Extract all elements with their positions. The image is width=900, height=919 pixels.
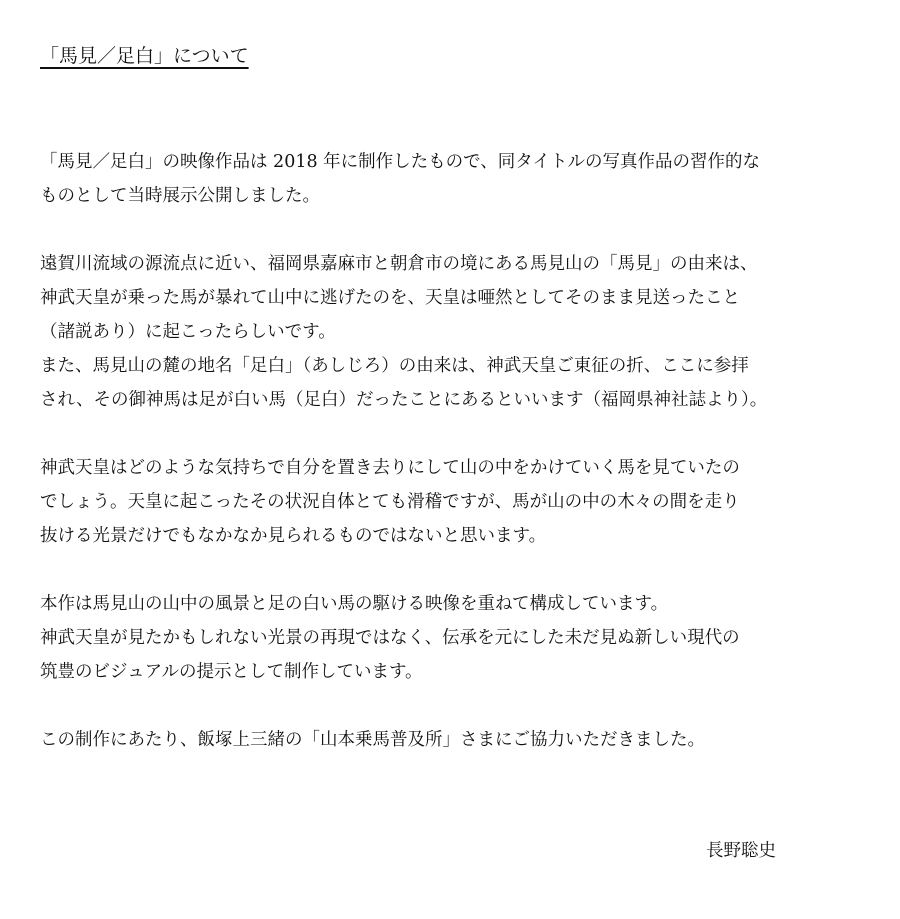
author-signature: 長野聡史 [706, 841, 776, 861]
document-title: 「馬見／足白」について [40, 45, 249, 67]
paragraph-reflection [40, 451, 862, 553]
text-line: 抜ける光景だけでもなかなか見られるものではないと思います。 [40, 526, 547, 546]
text-line: 本作は馬見山の山中の風景と足の白い馬の駆ける映像を重ねて構成しています。 [40, 594, 669, 614]
text-line: また、馬見山の麓の地名「足白」（あしじろ）の由来は、神武天皇ご東征の折、ここに参拝 [40, 356, 749, 376]
text-line: 神武天皇が見たかもしれない光景の再現ではなく、伝承を元にした未だ見ぬ新しい現代の [40, 628, 740, 648]
paragraph-acknowledgement [40, 723, 862, 757]
paragraph-origin [40, 247, 862, 417]
text-line: 「馬見／足白」の映像作品は 2018 年に制作したもので、同タイトルの写真作品の習作的な [40, 152, 760, 172]
paragraph-intro [40, 145, 862, 213]
document-body [40, 145, 862, 791]
text-line: され、その御神馬は足が白い馬（足白）だったことにあるといいます（福岡県神社誌より）。 [40, 390, 768, 410]
text-line: ものとして当時展示公開しました。 [40, 186, 320, 206]
text-line: 筑豊のビジュアルの提示として制作しています。 [40, 662, 423, 682]
text-line: 神武天皇はどのような気持ちで自分を置き去りにして山の中をかけていく馬を見ていたの [40, 458, 740, 478]
text-line: でしょう。天皇に起こったその状況自体とても滑稽ですが、馬が山の中の木々の間を走り [40, 492, 740, 512]
paragraph-composition [40, 587, 862, 689]
text-line: （諸説あり）に起こったらしいです。 [40, 322, 336, 342]
text-line: 遠賀川流域の源流点に近い、福岡県嘉麻市と朝倉市の境にある馬見山の「馬見」の由来は、 [40, 254, 758, 274]
text-line: 神武天皇が乗った馬が暴れて山中に逃げたのを、天皇は唖然としてそのまま見送ったこと [40, 288, 740, 308]
text-line: この制作にあたり、飯塚上三緒の「山本乗馬普及所」さまにご協力いただきました。 [40, 730, 705, 750]
